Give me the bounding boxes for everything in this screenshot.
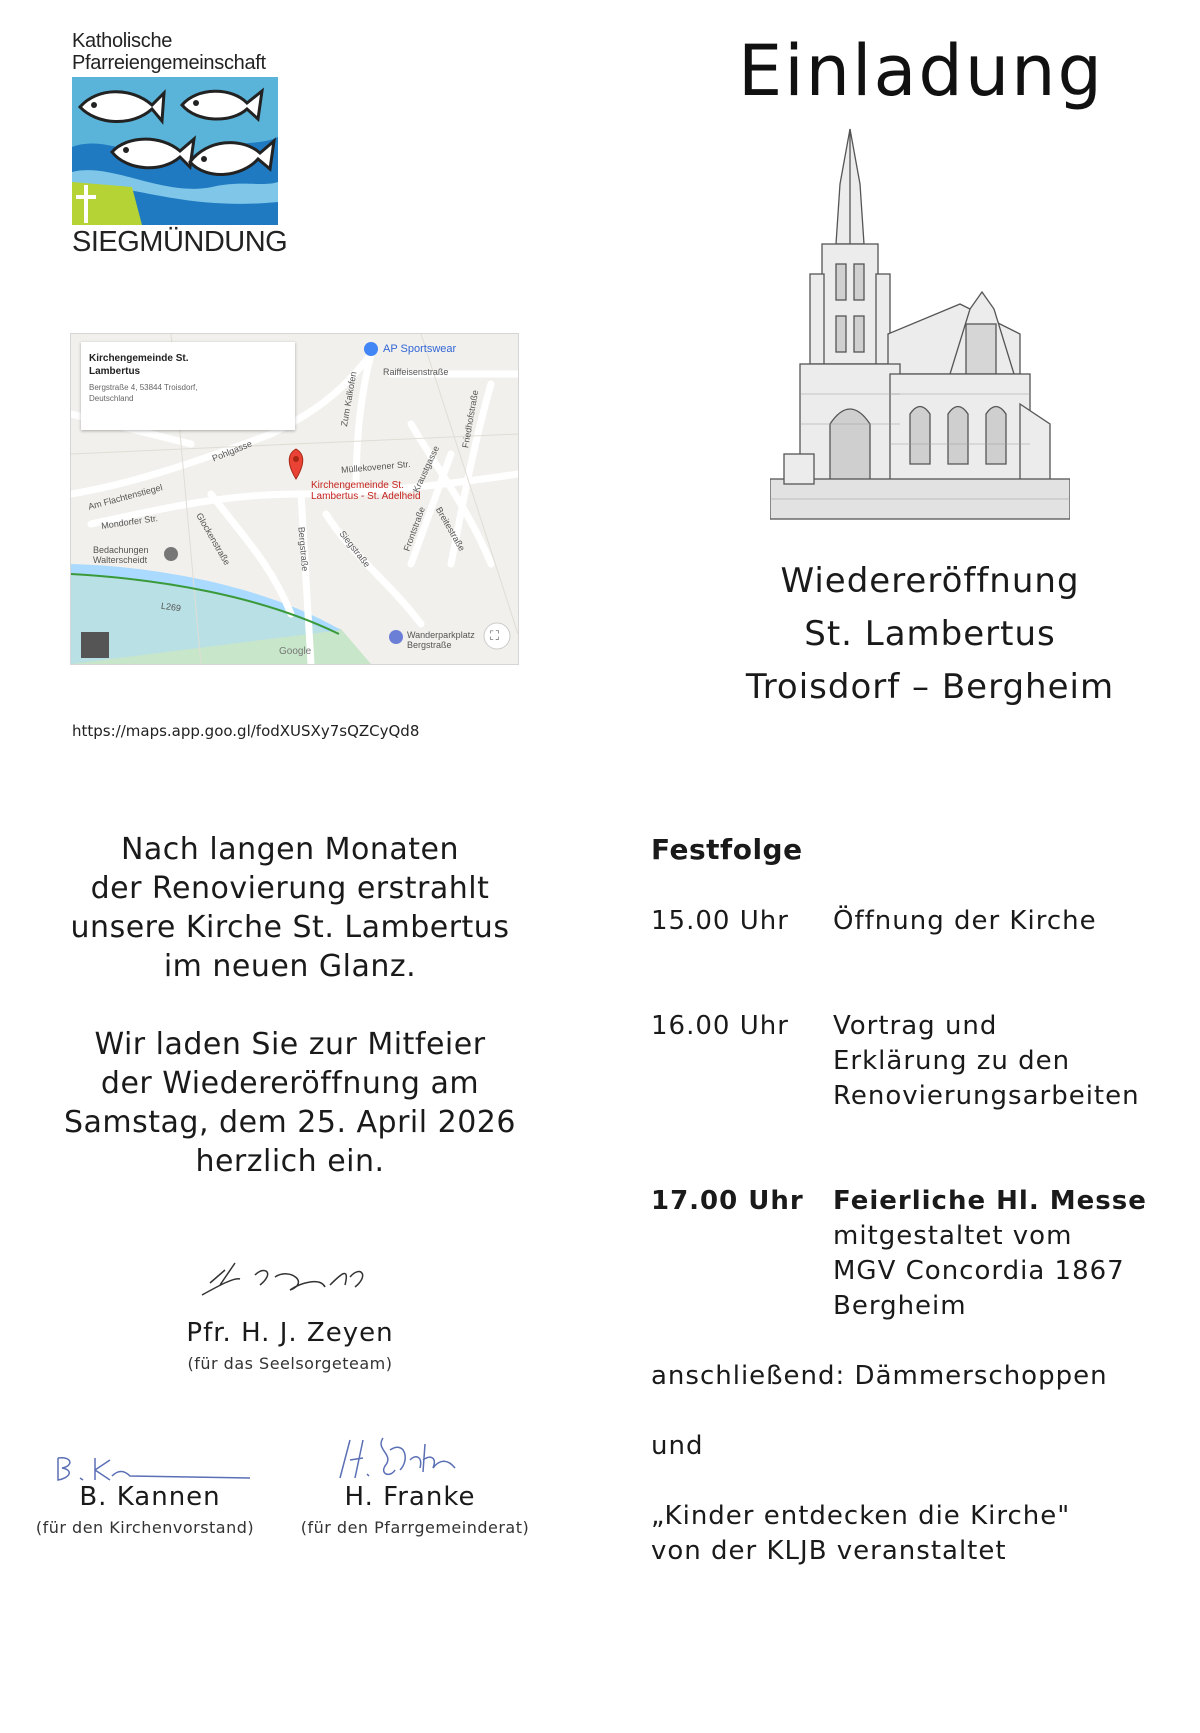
programme-line: Feierliche Hl. Messe <box>833 1186 1147 1216</box>
signer-name-franke: H. Franke <box>344 1482 476 1512</box>
map-street-breitestrasse: Breitestraße <box>433 505 468 553</box>
invitation-text <box>40 830 540 1181</box>
map-street-glockenstrasse: Glockenstraße <box>194 511 233 567</box>
map-poi-wanderpark[interactable]: Wanderparkplatz Bergstraße <box>407 630 475 650</box>
intro-line: unsere Kirche St. Lambertus <box>70 910 510 945</box>
programme-line: Bergheim <box>833 1291 967 1321</box>
google-logo: Google <box>279 646 312 657</box>
programme-und: und <box>651 1431 704 1461</box>
map-info-card[interactable] <box>81 342 295 430</box>
programme-line: mitgestaltet vom <box>833 1221 1073 1251</box>
programme-line: Erklärung zu den <box>833 1046 1071 1076</box>
event-line-1: Wiedereröffnung <box>780 561 1080 601</box>
intro-line: der Renovierung erstrahlt <box>90 871 490 906</box>
page-title: Einladung <box>738 30 1104 112</box>
map-street-kalkofen: Zum Kalkofen <box>339 370 359 428</box>
signer-role-kannen: (für den Kirchenvorstand) <box>35 1518 255 1537</box>
programme-heading: Festfolge <box>651 833 803 866</box>
fish-emblem-icon <box>72 77 278 225</box>
map-street-bergstrasse: Bergstraße <box>296 526 311 572</box>
map-poi-sportswear[interactable]: AP Sportswear <box>383 343 457 355</box>
logo-line-2: Pfarreiengemeinschaft <box>72 52 266 74</box>
map-link[interactable]: https://maps.app.goo.gl/fodXUSXy7sQZCyQd8 <box>72 722 420 740</box>
map-street-friedhof: Friedhofstraße <box>460 389 481 449</box>
signature-franke <box>335 1430 485 1485</box>
signature-zeyen <box>180 1255 400 1310</box>
map-street-raiffeisen: Raiffeisenstraße <box>383 367 449 377</box>
event-line-3: Troisdorf – Bergheim <box>745 667 1115 707</box>
intro-line: Wir laden Sie zur Mitfeier <box>94 1027 486 1062</box>
fullscreen-icon[interactable]: ⛶ <box>490 628 500 643</box>
map-street-pohlgasse: Pohlgasse <box>210 438 254 464</box>
signer-name-zeyen: Pfr. H. J. Zeyen <box>186 1318 394 1348</box>
map-street-muellekovener: Müllekovener Str. <box>340 458 411 476</box>
map-street-siegstrasse: Siegstraße <box>337 528 373 570</box>
map-street-kraustgasse: Kraustgasse <box>410 444 442 494</box>
programme-line: Vortrag und <box>833 1011 998 1041</box>
map-card-title: Kirchengemeinde St. Lambertus <box>89 353 189 377</box>
intro-line: Nach langen Monaten <box>120 832 460 867</box>
programme-line: Öffnung der Kirche <box>833 906 1097 936</box>
map-poi-bedachungen[interactable]: Bedachungen Walterscheidt <box>93 545 149 565</box>
signer-name-kannen: B. Kannen <box>79 1482 221 1512</box>
logo-line-3: SIEGMÜNDUNG <box>72 226 288 258</box>
event-heading <box>650 555 1200 714</box>
programme-time: 17.00 Uhr <box>651 1186 804 1216</box>
map-street-l269: L269 <box>160 600 182 614</box>
programme-description <box>833 904 1193 939</box>
programme-description <box>833 1009 1193 1114</box>
intro-line: herzlich ein. <box>195 1144 385 1179</box>
signer-role-zeyen: (für das Seelsorgeteam) <box>187 1354 393 1373</box>
programme-kids-line-1: „Kinder entdecken die Kirche" <box>651 1501 1071 1531</box>
programme-description <box>833 1184 1193 1324</box>
church-illustration-icon <box>770 124 1070 548</box>
intro-line: der Wiedereröffnung am <box>100 1066 480 1101</box>
programme-after: anschließend: Dämmerschoppen <box>651 1361 1108 1391</box>
map-street-flachtenstiegel: Am Flachtenstiegel <box>87 482 164 512</box>
location-map[interactable] <box>70 333 519 665</box>
intro-line: im neuen Glanz. <box>163 949 417 984</box>
programme-time: 15.00 Uhr <box>651 906 789 936</box>
map-street-monndorfer: Mondorfer Str. <box>100 513 159 531</box>
map-pin-label[interactable]: Kirchengemeinde St. Lambertus - St. Adelheid <box>311 480 421 502</box>
map-card-address: Bergstraße 4, 53844 Troisdorf, Deutschland <box>89 383 198 403</box>
intro-line: Samstag, dem 25. April 2026 <box>63 1105 516 1140</box>
logo-line-1: Katholische <box>72 30 173 52</box>
programme-line: Renovierungsarbeiten <box>833 1081 1140 1111</box>
parish-logo <box>72 30 292 259</box>
map-street-frontstrasse: Frontstraße <box>401 505 427 553</box>
programme-line: MGV Concordia 1867 <box>833 1256 1125 1286</box>
programme-kids-line-2: von der KLJB veranstaltet <box>651 1536 1007 1566</box>
event-line-2: St. Lambertus <box>804 614 1056 654</box>
programme-time: 16.00 Uhr <box>651 1011 789 1041</box>
signer-role-franke: (für den Pfarrgemeinderat) <box>300 1518 530 1537</box>
